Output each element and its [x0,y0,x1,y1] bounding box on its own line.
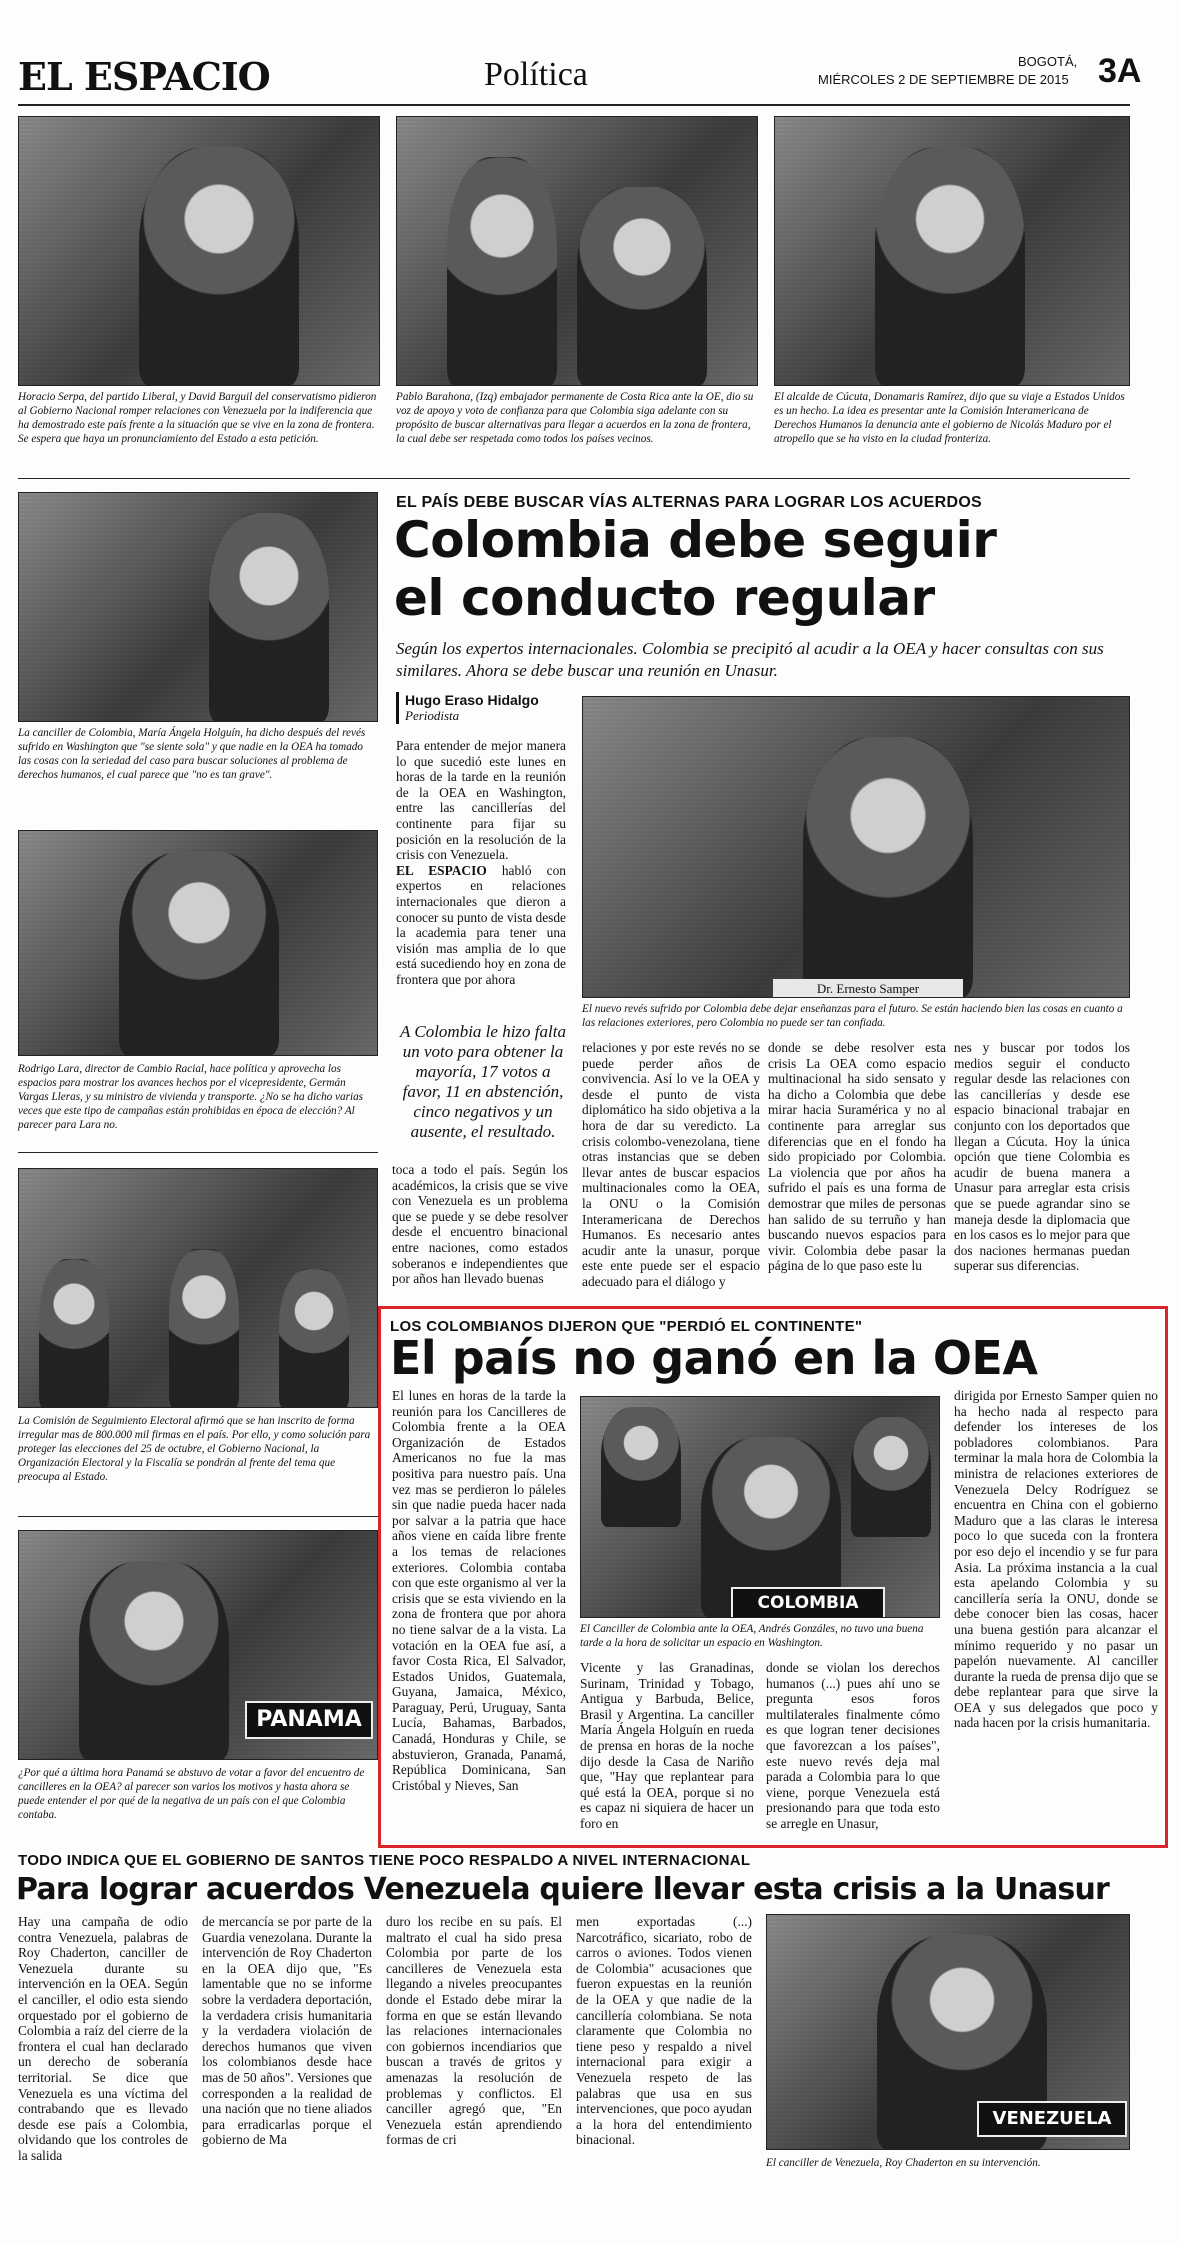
masthead-date: MIÉRCOLES 2 DE SEPTIEMBRE DE 2015 [818,72,1069,87]
story3-col1: Hay una campaña de odio contra Venezuela, palabras de Roy Chaderton, canciller de Venezuela durante su intervención en la OEA. Según el canciller, el odio esta siendo orquestado por el gobierno de Colombia a raíz del cierre de la frontera el cual han declarado un derecho de soberanía territorial. Se dice que Venezuela es una víctima del contrabando que es llevado desde ese país a Colombia, olvidando que los controles de la salida [18,1914,188,2163]
photo-panama [18,1530,378,1760]
story1-byline [396,692,577,724]
photo-rodrigo-lara [18,830,378,1056]
story1-col4: nes y buscar por todos los medios seguir el conducto regular desde las relaciones con las cancillerías y desde ese espacio binacional trabajar en conjunto con los deportados que llegan a Cúcuta. Hoy la única opción que tiene Colombia es acudir de buena manera a Unasur para arreglar esta crisis que se puede agrandar sino se maneja desde la diplomacia que en los casos es lo mejor para que dos naciones hermanas puedan superar sus diferencias. [954,1040,1130,1274]
story1-col1-text: Para entender de mejor manera lo que sucedió este lunes en horas de la tarde en la reunión de la OEA en Washington, entre las cancillerías del continente para fijar su posición en la resolución de la crisis con Venezuela. [396,738,566,863]
samper-nameplate: Dr. Ernesto Samper [773,979,963,998]
left-rule-1 [18,1152,378,1153]
story1-col1-a [396,738,566,988]
caption-top-2: Pablo Barahona, (Izq) embajador permanente de Costa Rica ante la OE, dio su voz de apoyo y voto de confianza para que Colombia siga adelante con su propósito de buscar alternativas para llegar a acuerdos en la zona de frontera, la cual debe ser respetada como todos los países vecinos. [396,391,754,445]
masthead [18,50,1158,102]
photo-serpa-barguil [18,116,380,386]
top-row-rule [18,478,1130,479]
caption-lara: Rodrigo Lara, director de Cambio Racial, hace política y aprovecha los espacios para mostrar los avances hechos por el vicepresidente, Germán Vargas Lleras, y su ministro de vivienda y transporte. ¿No se ha dicho varias veces que este tipo de campañas están prohibidas en época de elección? Al parecer para Lara no. [18,1063,364,1131]
masthead-city: BOGOTÁ, [1018,54,1078,69]
story2-col1: El lunes en horas de la tarde la reunión para los Cancilleres de Colombia frente a la OEA Organización de Estados Americanos no fue la mas positiva para nuestro país. Una vez mas se perdieron lo páleles sin que nadie pueda hacer nada por salvar a la patria que hace años viene en caída libre frente a los temas de relaciones exteriores. Colombia contaba con que este organismo al ver la crisis que se esta viviendo en la zona de frontera que por ahora no tiene salvar de a la vista. La votación en la OEA fue así, a favor Costa Rica, El Salvador, Estados Unidos, Guatemala, Guyana, Jamaica, México, Paraguay, Perú, Uruguay, Santa Lucía, Bahamas, Barbados, Canadá, Honduras y Chile, se abstuvieron, Granada, Panamá, República Dominicana, San Cristóbal y Nieves, San [392,1388,566,1793]
caption-andres-gonzales: El Canciller de Colombia ante la OEA, Andrés Gonzáles, no tuvo una buena tarde a la hora de solicitar un espacio en Washington. [580,1623,924,1649]
story1-col3: donde se debe resolver esta crisis La OEA como espacio multinacional ha sido sensato y ha dicho a Colombia que debe mirar hacia Suramérica y no al continente para arreglar sus diferencias que en el fondo ha sido propiciado por Colombia. La violencia que por años ha sufrido el país es una forma de demostrar que miles de personas han salido de su terruño y han buscando nuevos espacios para vivir. Colombia debe pasar la página de lo que paso este lu [768,1040,946,1274]
story2-col3: donde se violan los derechos humanos (...) pues ahí uno se pregunta esos foros multilaterales finalmente cómo es que logran tener decisiones que favorezcan a los países", este nuevo revés deja mal parada a Colombia para lo que viene, porque Venezuela está presionando para que toda esto se arregle en Unasur, [766,1660,940,1831]
masthead-rule [18,104,1130,106]
photo-donamaris [774,116,1130,386]
photo-holguin [18,492,378,722]
section-title: Política [484,56,588,93]
photo-andres-gonzales [580,1396,940,1618]
story3-kicker: TODO INDICA QUE EL GOBIERNO DE SANTOS TIENE POCO RESPALDO A NIVEL INTERNACIONAL [18,1852,751,1869]
story1-col1-c: toca a todo el país. Según los académicos, la crisis que se vive con Venezuela es un problema que se puede y se debe resolver desde el encuentro binacional entre naciones, como estados soberanos e independientes que por años han llevado buenas [392,1162,568,1287]
story3-headline: Para lograr acuerdos Venezuela quiere llevar esta crisis a la Unasur [16,1872,1109,1907]
caption-comision: La Comisión de Seguimiento Electoral afirmó que se han inscrito de forma irregular mas de 800.000 mil firmas en el país. Por ello, y como solución para proteger las elecciones del 25 de octubre, el Gobierno Nacional, la Organización Electoral y la Fiscalía se pondrán al frente del tema que preocupa al Estado. [18,1415,371,1483]
story3-col2: de mercancía se por parte de la Guardia venezolana. Durante la intervención de Roy Chaderton en la OEA dijo que, "Es lamentable que no se informe sobre la verdadera deportación, la verdadera crisis humanitaria y la verdadera violación de derechos humanos que viven los colombianos desde hace mas de 50 años". Versiones que corresponden a la realidad de una nación que no tiene aliados para erradicarlas porque el gobierno de Ma [202,1914,372,2148]
story3-col4: men exportadas (...) Narcotráfico, sicariato, robo de carros o aviones. Todos vienen de Colombia" acusaciones que fueron expuestas en la reunión de la OEA y que nadie de la cancillería colombiana. Se nota claramente que Colombia no tiene peso y respaldo a nivel internacional para exigir a Venezuela respeto de las palabras que usa en sus intervenciones, que poco ayudan a la hora del entendimiento binacional. [576,1914,752,2148]
story2-kicker: LOS COLOMBIANOS DIJERON QUE "PERDIÓ EL CONTINENTE" [390,1318,863,1335]
story1-col1-bold: EL ESPACIO [396,862,487,878]
story1-deck: Según los expertos internacionales. Colombia se precipitó al acudir a la OEA y hacer consultas con sus similares. Ahora se debe buscar una reunión en Unasur. [396,639,1104,680]
story1-headline-line1: Colombia debe seguir [394,511,997,569]
photo-samper [582,696,1130,998]
byline-name: Hugo Eraso Hidalgo [405,692,539,708]
story1-headline-line2: el conducto regular [394,569,935,627]
caption-panama: ¿Por qué a última hora Panamá se abstuvo de votar a favor del encuentro de cancilleres en la OEA? al parecer son varios los motivos y hasta ahora se puede entender el por qué de la negativa de un país con el que Colombia contaba. [18,1767,365,1821]
story2-col2: Vicente y las Granadinas, Surinam, Trinidad y Tobago, Antigua y Barbuda, Belice, Brasil y Argentina. La canciller María Ángela Holguín en rueda de prensa en horas de la noche dijo desde la Casa de Nariño que, "Hay que replantear para qué está la OEA, porque si no es capaz ni siquiera de hacer un foro en [580,1660,754,1831]
story1-pull-quote: A Colombia le hizo falta un voto para obtener la mayoría, 17 votos a favor, 11 en abstención, cinco negativos y un ausente, el resultado. [400,1022,566,1141]
caption-roy-chaderton: El canciller de Venezuela, Roy Chaderton en su intervención. [766,2157,1041,2169]
story1-kicker: EL PAÍS DEBE BUSCAR VÍAS ALTERNAS PARA LOGRAR LOS ACUERDOS [396,494,983,511]
story1-col1-text-b: habló con expertos en relaciones internacionales que dieron a conocer su punto de vista desde la academia para tener una visión mas amplia de lo que está sucediendo hoy en zona de frontera que por ahora [396,862,566,987]
photo-barahona [396,116,758,386]
venezuela-nameplate: VENEZUELA [977,2101,1127,2137]
story1-col2: relaciones y por este revés no se puede perder años de convivencia. Así lo ve la OEA y desde el punto de vista diplomático ha sido objetiva a la hora de dar su veredicto. La crisis colombo-venezolana, tiene otras instancias que se deben llevar antes de buscar espacios multinacionales como la OEA, la ONU o la Comisión Interamericana de Derechos Humanos. Es necesario antes acudir ante la unasur, porque este ente puede ser el espacio adecuado para el diálogo y [582,1040,760,1289]
panama-nameplate: PANAMA [245,1701,373,1739]
caption-top-3: El alcalde de Cúcuta, Donamaris Ramírez, dijo que su viaje a Estados Unidos es un hecho. La idea es presentar ante la Comisión Interamericana de Derechos Humanos la denuncia ante el gobierno de Nicolás Maduro por el atropello que se ha visto en la ciudad fronteriza. [774,391,1125,445]
caption-holguin: La canciller de Colombia, María Ángela Holguín, ha dicho después del revés sufrido en Washington que "se siente sola" y que nadie en la OEA ha tomado las cosas con la seriedad del caso para buscar soluciones al problema de derechos humanos, el cual parece que "no es tan grave". [18,727,366,781]
left-rule-2 [18,1516,378,1517]
caption-top-1: Horacio Serpa, del partido Liberal, y David Barguil del conservatismo pidieron al Gobierno Nacional romper relaciones con Venezuela por la indiferencia que ha demostrado este país frente a la situación que se vive en la zona de frontera. Se espera que haya un pronunciamiento del Estado a esta petición. [18,391,377,445]
photo-comision-electoral [18,1168,378,1408]
byline-role: Periodista [405,708,460,723]
paper-name: EL ESPACIO [18,54,270,99]
story2-col4: dirigida por Ernesto Samper quien no ha hecho nada al respecto para defender los intereses de los pobladores colombianos. Para terminar la mala hora de Colombia la ministra de relaciones exteriores de Venezuela Delcy Rodríguez se encuentra en China con el gobierno Maduro que a las claras le interesa poco lo que suceda con la frontera por eso dejo el incendio y se fur para Asia. La próxima instancia a la cual esta apelando Colombia y su cancillería sería la ONU, donde se debe conocer bien las cosas, hacer una buena gestión para alcanzar el mínimo requerido y no pasar un papelón nuevamente. Al canciller durante la rueda de prensa dijo que se debe replantear para que sirve la OEA y sus delegados que poco y nada hacen por la crisis humanitaria. [954,1388,1158,1731]
story2-headline: El país no ganó en la OEA [390,1331,1038,1385]
page-number: 3A [1098,52,1142,90]
story3-col3: duro los recibe en su país. El maltrato el cual ha sido presa Colombia por parte de los cancilleres de Venezuela esta llegando a niveles preocupantes donde el Estado debe mirar la forma en que se están llevando las relaciones internacionales con gobiernos incendiarios que buscan a través de gritos y amenazas la resolución de problemas y conflictos. El canciller agregó que, "En Venezuela están aprendiendo formas de cri [386,1914,562,2148]
photo-roy-chaderton [766,1914,1130,2150]
colombia-nameplate: COLOMBIA [731,1587,885,1618]
caption-samper: El nuevo revés sufrido por Colombia debe dejar enseñanzas para el futuro. Se están haciendo bien las cosas en cuanto a las relaciones exteriores, pero Colombia no puede ser tan confiada. [582,1003,1123,1029]
